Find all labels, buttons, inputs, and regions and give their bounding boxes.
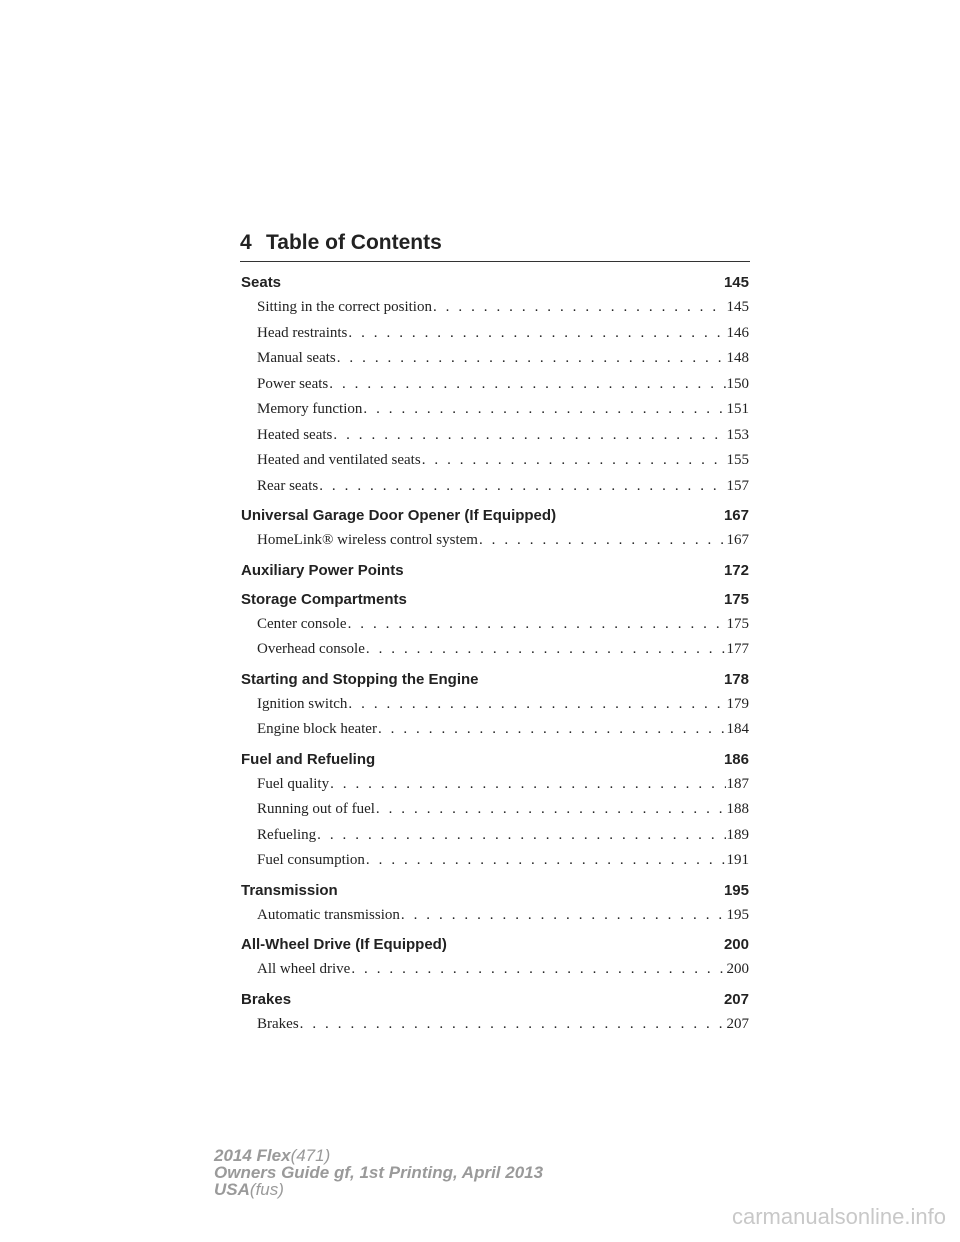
watermark: carmanualsonline.info xyxy=(731,1204,946,1229)
section-page: 186 xyxy=(723,750,749,768)
toc-entry[interactable] xyxy=(241,772,749,798)
entry-title: HomeLink® wireless control system xyxy=(257,532,478,548)
toc-entry[interactable] xyxy=(241,372,749,398)
section-heading[interactable] xyxy=(241,558,749,583)
entry-page: 200 xyxy=(726,961,749,977)
entry-title: All wheel drive xyxy=(257,961,351,977)
toc-entry[interactable] xyxy=(241,423,749,449)
toc-entry[interactable] xyxy=(241,957,749,983)
toc-entry[interactable] xyxy=(241,397,749,423)
entry-title: Automatic transmission xyxy=(257,906,400,923)
section-title: Universal Garage Door Opener (If Equipped) xyxy=(241,507,557,524)
toc-entry[interactable] xyxy=(241,903,749,929)
footer-model-code: (471) xyxy=(290,1146,331,1165)
entry-title: Brakes xyxy=(257,1015,299,1032)
dot-leader xyxy=(376,797,726,823)
section-heading[interactable] xyxy=(241,667,749,692)
dot-leader xyxy=(433,295,726,321)
toc-entry[interactable] xyxy=(241,321,749,347)
dot-leader xyxy=(401,903,726,929)
entry-title: Overhead console xyxy=(257,641,365,657)
dot-leader xyxy=(330,772,725,798)
toc-entry[interactable] xyxy=(241,448,749,474)
toc-entry[interactable] xyxy=(241,474,749,500)
toc-section xyxy=(241,932,749,983)
dot-leader xyxy=(348,692,725,718)
footer-model: 2014 Flex xyxy=(214,1146,291,1165)
entry-title: Ignition switch xyxy=(257,695,348,712)
toc-section xyxy=(241,587,749,663)
entry-page: 153 xyxy=(726,426,749,443)
dot-leader xyxy=(348,321,725,347)
section-title: Seats xyxy=(241,274,282,291)
entry-page: 207 xyxy=(726,1015,749,1032)
entry-title: Center console xyxy=(257,615,347,632)
entry-title: Head restraints xyxy=(257,324,348,341)
entry-page: 188 xyxy=(726,801,749,817)
dot-leader xyxy=(317,823,725,849)
entry-title: Manual seats xyxy=(257,350,336,366)
toc-entry[interactable] xyxy=(241,848,749,874)
entry-title: Sitting in the correct position xyxy=(257,299,432,315)
dot-leader xyxy=(422,448,726,474)
entry-page: 184 xyxy=(726,721,749,737)
entry-title: Heated seats xyxy=(257,426,333,443)
toc-entry[interactable] xyxy=(241,528,749,554)
section-page: 195 xyxy=(723,881,749,899)
entry-page: 155 xyxy=(726,452,749,468)
entry-page: 177 xyxy=(726,641,749,657)
entry-title: Heated and ventilated seats xyxy=(257,452,421,468)
toc-section xyxy=(241,878,749,929)
toc-section xyxy=(241,747,749,874)
dot-leader xyxy=(378,717,726,743)
dot-leader xyxy=(351,957,725,983)
toc-entry[interactable] xyxy=(241,717,749,743)
entry-page: 157 xyxy=(726,477,749,494)
footer-region-code: (fus) xyxy=(249,1180,284,1199)
entry-page: 175 xyxy=(726,615,749,632)
section-title: Auxiliary Power Points xyxy=(241,561,404,579)
entry-page: 195 xyxy=(726,906,749,923)
section-heading[interactable] xyxy=(241,587,749,612)
section-title: Brakes xyxy=(241,990,292,1008)
footer-region: USA xyxy=(214,1180,250,1199)
entry-title: Running out of fuel xyxy=(257,801,375,817)
entry-title: Memory function xyxy=(257,401,363,417)
dot-leader xyxy=(319,474,725,500)
section-heading[interactable] xyxy=(241,878,749,903)
page-number: 4 xyxy=(240,231,252,254)
entry-page: 145 xyxy=(726,299,749,315)
section-page: 167 xyxy=(723,507,749,524)
section-page: 145 xyxy=(723,274,749,291)
entry-page: 167 xyxy=(726,532,749,548)
dot-leader xyxy=(348,612,726,638)
entry-page: 150 xyxy=(726,375,749,392)
section-page: 175 xyxy=(723,590,749,608)
toc-section xyxy=(241,270,749,499)
section-title: Storage Compartments xyxy=(241,590,407,608)
section-title: Fuel and Refueling xyxy=(241,750,376,768)
toc-section xyxy=(241,503,749,554)
page-header xyxy=(240,231,750,255)
entry-page: 146 xyxy=(726,324,749,341)
entry-page: 148 xyxy=(726,350,749,366)
header-divider xyxy=(240,261,750,262)
table-of-contents xyxy=(241,268,749,1041)
toc-section xyxy=(241,667,749,743)
entry-title: Fuel quality xyxy=(257,775,330,792)
toc-section xyxy=(241,558,749,583)
toc-section xyxy=(241,987,749,1038)
section-title: Transmission xyxy=(241,881,338,899)
toc-entry[interactable] xyxy=(241,1012,749,1038)
dot-leader xyxy=(366,848,726,874)
entry-title: Engine block heater xyxy=(257,721,377,737)
entry-title: Fuel consumption xyxy=(257,852,365,868)
dot-leader xyxy=(366,637,726,663)
section-page: 207 xyxy=(723,990,749,1008)
dot-leader xyxy=(329,372,725,398)
entry-title: Refueling xyxy=(257,826,317,843)
entry-page: 179 xyxy=(726,695,749,712)
dot-leader xyxy=(363,397,725,423)
dot-leader xyxy=(333,423,725,449)
entry-page: 187 xyxy=(726,775,749,792)
section-page: 178 xyxy=(723,670,749,688)
section-heading[interactable] xyxy=(241,932,749,957)
entry-title: Rear seats xyxy=(257,477,319,494)
toc-entry[interactable] xyxy=(241,612,749,638)
section-heading[interactable] xyxy=(241,270,749,295)
dot-leader xyxy=(337,346,726,372)
entry-page: 151 xyxy=(726,401,749,417)
dot-leader xyxy=(479,528,726,554)
section-heading[interactable] xyxy=(241,503,749,528)
toc-entry[interactable] xyxy=(241,823,749,849)
footer xyxy=(214,1147,543,1198)
entry-title: Power seats xyxy=(257,375,329,392)
page-title: Table of Contents xyxy=(266,231,442,254)
section-heading[interactable] xyxy=(241,747,749,772)
section-page: 172 xyxy=(723,561,749,579)
toc-entry[interactable] xyxy=(241,692,749,718)
section-heading[interactable] xyxy=(241,987,749,1012)
footer-printing: Owners Guide gf, 1st Printing, April 2013 xyxy=(214,1163,544,1182)
section-page: 200 xyxy=(723,936,749,953)
entry-page: 189 xyxy=(726,826,749,843)
dot-leader xyxy=(300,1012,726,1038)
section-title: Starting and Stopping the Engine xyxy=(241,670,479,688)
toc-entry[interactable] xyxy=(241,295,749,321)
entry-page: 191 xyxy=(726,852,749,868)
toc-entry[interactable] xyxy=(241,346,749,372)
toc-entry[interactable] xyxy=(241,637,749,663)
toc-entry[interactable] xyxy=(241,797,749,823)
section-title: All-Wheel Drive (If Equipped) xyxy=(241,936,447,953)
